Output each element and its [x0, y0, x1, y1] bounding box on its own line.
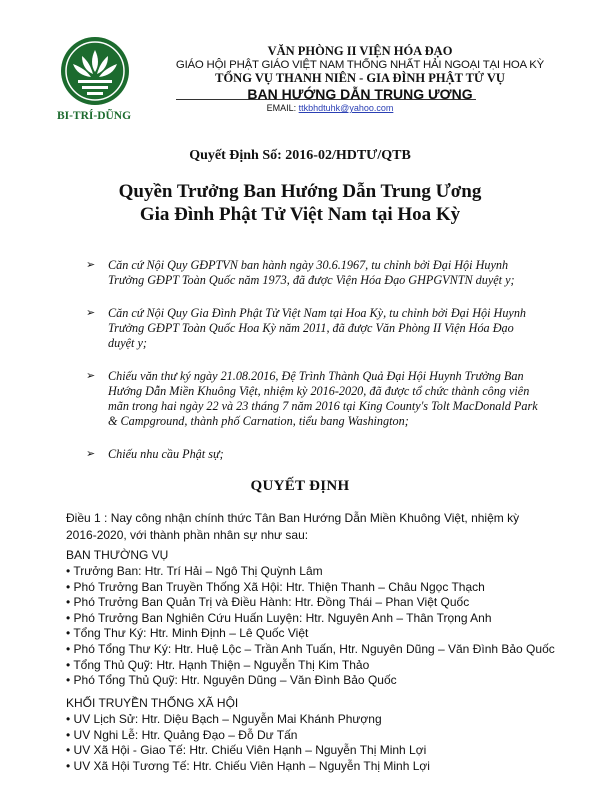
- list-item: • Phó Trưởng Ban Quản Trị và Điều Hành: Htr. Đồng Thái – Phan Việt Quốc: [66, 595, 470, 610]
- department-name: TỔNG VỤ THANH NIÊN - GIA ĐÌNH PHẬT TỬ VỤ: [215, 71, 505, 85]
- list-item: • UV Xã Hội - Giao Tế: Htr. Chiếu Viên Hạnh – Nguyễn Thị Minh Lợi: [66, 743, 427, 758]
- decision-heading: QUYẾT ĐỊNH: [250, 478, 350, 494]
- office-name: VĂN PHÒNG II VIỆN HÓA ĐẠO: [267, 44, 453, 58]
- standing-committee-title: BAN THƯỜNG VỤ: [66, 548, 169, 562]
- consideration-item: [86, 306, 541, 351]
- arrow-bullet-icon: ➢: [86, 448, 96, 460]
- list-item: • UV Lịch Sử: Htr. Diệu Bạch – Nguyễn Mai Khánh Phượng: [66, 712, 382, 726]
- list-item: • UV Nghi Lễ: Htr. Quảng Đạo – Đỗ Dư Tấn: [66, 727, 298, 742]
- tradition-social-title: KHỐI TRUYỀN THỐNG XÃ HỘI: [66, 696, 239, 710]
- logo-caption: BI-TRÍ-DŨNG: [56, 110, 132, 122]
- letterhead: [150, 44, 570, 102]
- consideration-text: Chiếu văn thư ký ngày 21.08.2016, Đệ Trình Thành Quả Đại Hội Huynh Trưởng Ban Hướng Dẫn Miền Khuông Việt, nhiệm kỳ 2016-2020, đã được tổ chức thành công viên mãn trong hai ngày 22 và 23 tháng 7 năm 2016 tại King County's Tolt MacDonald Park & Campground, thành phố Carnation, tiểu bang Washington;: [108, 369, 538, 428]
- list-item: • Tổng Thủ Quỹ: Htr. Hạnh Thiện – Nguyễn Thị Kim Thảo: [66, 657, 370, 672]
- document-title: [0, 180, 600, 226]
- church-name: GIÁO HỘI PHẬT GIÁO VIỆT NAM THỐNG NHẤT HẢI NGOẠI TẠI HOA KỲ: [175, 59, 545, 71]
- list-item: • Trưởng Ban: Htr. Trí Hải – Ngô Thị Quỳnh Lâm: [66, 564, 323, 578]
- consideration-item: [86, 369, 541, 429]
- article-1: Điều 1 : Nay công nhận chính thức Tân Ban Hướng Dẫn Miền Khuông Việt, nhiệm kỳ 2016-2020, với thành phần nhân sự như sau:: [66, 511, 520, 542]
- title-line-1: Quyền Trưởng Ban Hướng Dẫn Trung Ương: [118, 181, 482, 202]
- list-item: • Phó Tổng Thủ Quỹ: Htr. Nguyên Dũng – Văn Đình Bảo Quốc: [66, 673, 397, 688]
- arrow-bullet-icon: ➢: [86, 370, 96, 382]
- board-name: BAN HƯỚNG DẪN TRUNG ƯƠNG: [247, 86, 473, 102]
- email-link[interactable]: ttkbhdtuhk@yahoo.com: [298, 103, 394, 113]
- standing-committee-list: [66, 564, 566, 689]
- list-item: • UV Xã Hội Tương Tế: Htr. Chiếu Viên Hạnh – Nguyễn Thị Minh Lợi: [66, 758, 430, 773]
- email-label: EMAIL:: [266, 103, 297, 113]
- header-divider: [176, 99, 476, 100]
- decision-number: Quyết Định Số: 2016-02/HDTƯ/QTB: [189, 148, 411, 163]
- lotus-logo: [60, 36, 130, 106]
- consideration-text: Chiếu nhu cầu Phật sự;: [108, 447, 224, 461]
- list-item: • Tổng Thư Ký: Htr. Minh Định – Lê Quốc Việt: [66, 626, 309, 641]
- title-line-2: Gia Đình Phật Tử Việt Nam tại Hoa Kỳ: [139, 204, 461, 225]
- arrow-bullet-icon: ➢: [86, 259, 96, 271]
- consideration-item: [86, 447, 541, 462]
- consideration-text: Căn cứ Nội Quy GĐPTVN ban hành ngày 30.6.1967, tu chỉnh bởi Đại Hội Huynh Trưởng GĐPT Toàn Quốc năm 1973, đã được Viện Hóa Đạo GHPGVNTN duyệt y;: [108, 258, 515, 287]
- list-item: • Phó Trưởng Ban Nghiên Cứu Huấn Luyện: Htr. Nguyên Anh – Thân Trọng Anh: [66, 610, 492, 625]
- email-row: [230, 103, 430, 113]
- arrow-bullet-icon: ➢: [86, 307, 96, 319]
- list-item: • Phó Trưởng Ban Truyền Thống Xã Hội: Htr. Thiện Thanh – Châu Ngọc Thạch: [66, 579, 485, 594]
- consideration-item: [86, 258, 541, 288]
- tradition-social-list: [66, 712, 566, 774]
- list-item: • Phó Tổng Thư Ký: Htr. Huệ Lộc – Trần Anh Tuấn, Htr. Nguyên Dũng – Văn Đình Bảo Quốc: [66, 641, 555, 656]
- considerations-list: [86, 258, 541, 480]
- consideration-text: Căn cứ Nội Quy Gia Đình Phật Tử Việt Nam tại Hoa Kỳ, tu chỉnh bởi Đại Hội Huynh Trưởng GĐPT Toàn Quốc Hoa Kỳ năm 2011, đã được Văn Phòng II Viện Hóa Đạo duyệt y;: [108, 306, 527, 350]
